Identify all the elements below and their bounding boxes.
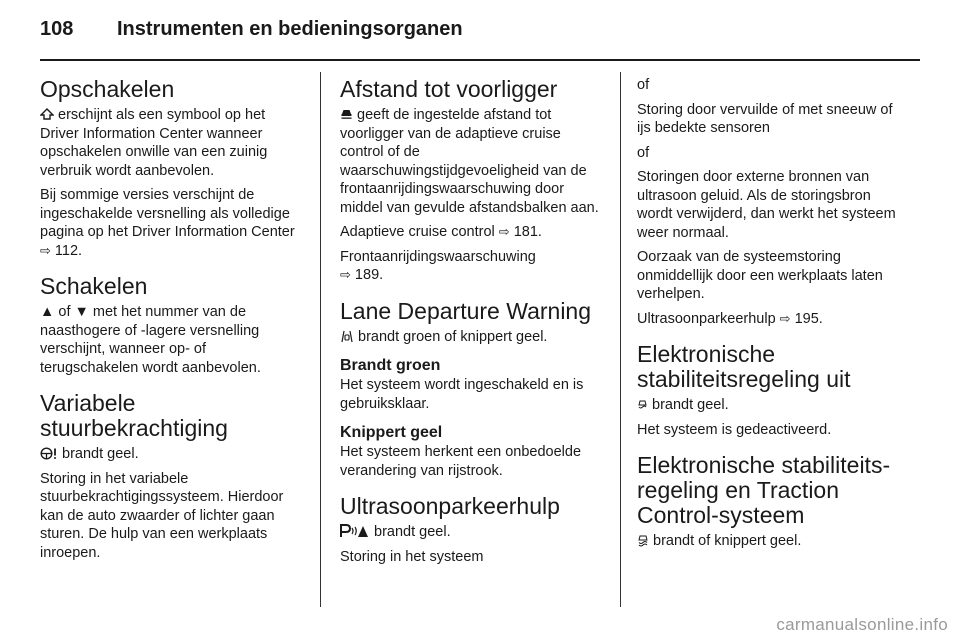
upshift-icon [40, 108, 54, 120]
column-1 [40, 72, 302, 568]
lane-departure-icon [340, 330, 354, 343]
parking-sensor-icon [340, 524, 370, 538]
heading-esc-traction-control: Elektronische stabiliteits- regeling en Traction Control-systeem [637, 452, 891, 528]
opschakelen-text-2: Bij sommige versies verschijnt de ingeschakelde versnelling als volledige pagina op het Driver Information Center ⇨ 112. [40, 187, 295, 259]
esc-uit-text-2: Het systeem is gedeactiveerd. [637, 421, 832, 438]
afstand-ref-2: Frontaanrijdingswaarschuwing ⇨ 189. [340, 248, 536, 283]
heading-opschakelen: Opschakelen [40, 76, 175, 102]
ultra-storing-extern: Storingen door externe bronnen van ultrasoon geluid. Als de storingsbron wordt verwijderd, dan werkt het systeem weer normaal. [637, 169, 896, 241]
esc-off-icon [637, 398, 648, 411]
variabele-text-2: Storing in het variabele stuurbekrachtigingssysteem. Hierdoor kan de auto zwaarder of lichter gaan sturen. De hulp van een werkplaats inroepen. [40, 470, 284, 561]
heading-variabele-stuurbekrachtiging: Variabele stuurbekrachtiging [40, 390, 228, 441]
heading-afstand-tot-voorligger: Afstand tot voorligger [340, 76, 558, 102]
down-arrow-icon: ▼ [74, 304, 89, 320]
heading-schakelen: Schakelen [40, 273, 148, 299]
page-reference-icon: ⇨ [340, 267, 351, 282]
column-divider-2 [620, 72, 621, 607]
ultra-text-2: Storing in het systeem [340, 548, 484, 565]
afstand-text: geeft de ingestelde afstand tot voorligger van de adaptieve cruise control of de waarschuwingstijdgevoeligheid van de frontaanrijdingswaarschuwing door middel van gevulde afstandsbalken aan. [340, 107, 599, 216]
lane-text: brandt groen of knippert geel. [340, 328, 604, 347]
brandt-groen-text: Het systeem wordt ingeschakeld en is gebruiksklaar. [340, 377, 584, 412]
watermark: carmanualsonline.info [776, 615, 948, 634]
heading-ultrasoonparkeerhulp: Ultrasoonparkeerhulp [340, 493, 560, 519]
page-reference-icon: ⇨ [498, 224, 510, 239]
ultra-of-2: of [637, 144, 650, 161]
schakelen-text: ▲ of ▼ met het nummer van de naasthogere of -lagere versnelling verschijnt, wanneer op- of terugschakelen wordt aanbevolen. [40, 304, 261, 376]
ultra-ref: Ultrasoonparkeerhulp ⇨ 195. [637, 310, 823, 327]
up-arrow-icon: ▲ [40, 304, 55, 320]
ultra-storing-sensoren: Storing door vervuilde of met sneeuw of ijs bedekte sensoren [637, 101, 893, 136]
page-reference-icon: ⇨ [40, 242, 51, 258]
vehicle-distance-icon [340, 108, 353, 120]
esc-tc-text: brandt of knippert geel. [637, 532, 907, 551]
opschakelen-text: erschijnt als een symbool op het Driver Information Center wanneer opschakelen onwille van een zuinig verbruik wordt aanbevolen. [40, 107, 268, 179]
steering-warning-icon [40, 447, 58, 460]
subheading-brandt-groen: Brandt groen [340, 357, 441, 374]
column-2 [340, 72, 604, 572]
page-header [40, 14, 920, 54]
knippert-geel-text: Het systeem herkent een onbedoelde verandering van rijstrook. [340, 444, 582, 479]
ultra-text: brandt geel. [340, 523, 604, 542]
column-divider-1 [320, 72, 321, 607]
column-3 [637, 72, 907, 557]
afstand-ref-1: Adaptieve cruise control ⇨ 181. [340, 224, 542, 240]
heading-esc-uit: Elektronische stabiliteitsregeling uit [637, 341, 851, 392]
ultra-oorzaak: Oorzaak van de systeemstoring onmiddellijk door een werkplaats laten verhelpen. [637, 249, 883, 302]
variabele-text: brandt geel. [40, 445, 302, 464]
subheading-knippert-geel: Knippert geel [340, 424, 443, 441]
header-rule [40, 59, 920, 61]
page-number: 108 [40, 18, 74, 40]
ultra-of-1: of [637, 77, 650, 93]
page-title: Instrumenten en bedieningsorganen [117, 18, 463, 40]
esc-uit-text: brandt geel. [637, 396, 907, 415]
esc-traction-icon [637, 534, 649, 547]
heading-lane-departure-warning: Lane Departure Warning [340, 297, 592, 324]
page-reference-icon: ⇨ [779, 310, 791, 326]
